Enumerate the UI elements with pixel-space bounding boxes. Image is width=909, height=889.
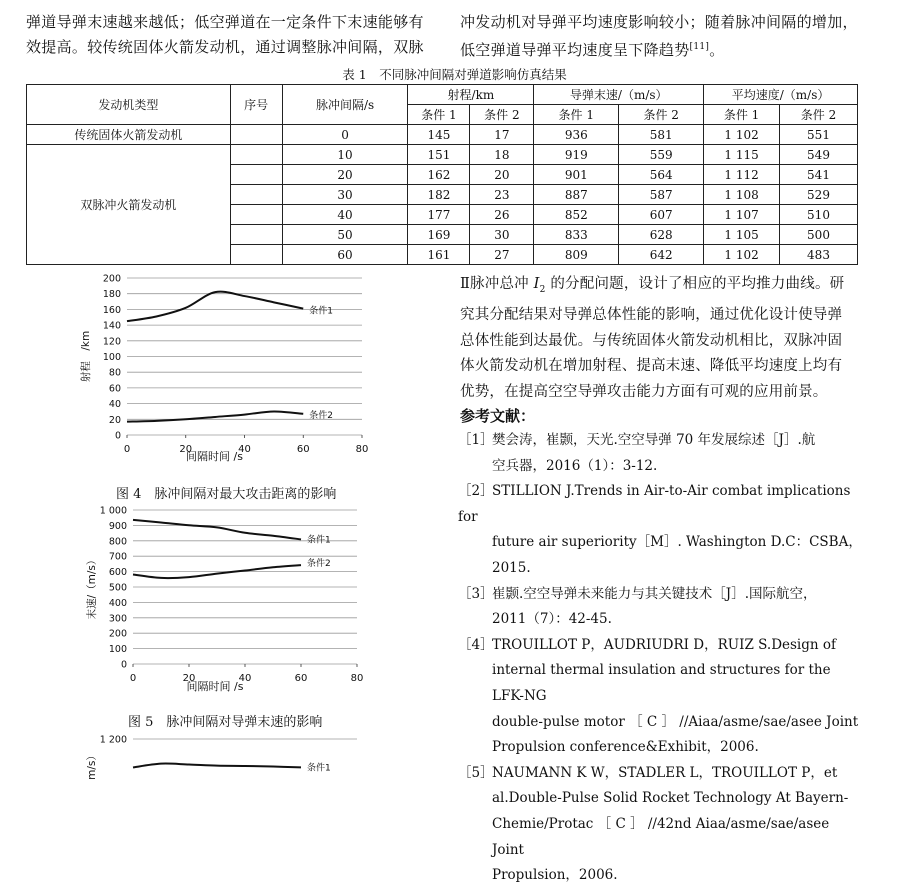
cell: 40 xyxy=(282,205,408,225)
cell: 30 xyxy=(282,185,408,205)
y-tick-label: 600 xyxy=(108,567,127,579)
cell: 30 xyxy=(470,225,534,245)
cell: 541 xyxy=(780,165,858,185)
x-tick-label: 80 xyxy=(355,444,369,455)
cell: 161 xyxy=(408,245,470,265)
series-line xyxy=(133,764,301,768)
cell: 483 xyxy=(780,245,858,265)
y-tick-label: 900 xyxy=(108,520,127,532)
text-line: Ⅱ脉冲总冲 $I_2$ 的分配问题，设计了相应的平均推力曲线。研 xyxy=(460,276,845,295)
table-row xyxy=(27,125,858,145)
y-tick-label: 200 xyxy=(108,628,127,640)
cell: 510 xyxy=(780,205,858,225)
cell: 50 xyxy=(282,225,408,245)
series-label: 条件2 xyxy=(309,410,333,421)
cell xyxy=(230,165,282,185)
cell: 559 xyxy=(619,145,704,165)
cell: 549 xyxy=(780,145,858,165)
cell: 20 xyxy=(470,165,534,185)
average-speed-chart xyxy=(86,735,357,780)
cell: 1 102 xyxy=(704,245,780,265)
range-chart xyxy=(79,274,368,464)
y-tick-label: 100 xyxy=(102,352,121,363)
y-tick-label: 300 xyxy=(108,613,127,625)
x-tick-label: 0 xyxy=(129,673,137,684)
cell: 145 xyxy=(408,125,470,145)
cell: 887 xyxy=(534,185,619,205)
cell: 1 115 xyxy=(704,145,780,165)
y-axis-label: 射程 /km xyxy=(80,330,92,383)
cell: 852 xyxy=(534,205,619,225)
header-range: 射程/km xyxy=(408,85,534,105)
cell xyxy=(230,125,282,145)
series-line xyxy=(127,292,303,322)
engine-label: 传统固体火箭发动机 xyxy=(27,125,231,145)
cell: 587 xyxy=(619,185,704,205)
x-tick-label: 40 xyxy=(238,444,251,455)
y-tick-label: 20 xyxy=(108,414,121,426)
cell: 581 xyxy=(619,125,704,145)
cell: 0 xyxy=(282,125,408,145)
figures-svg xyxy=(0,270,430,787)
terminal-speed-chart xyxy=(85,506,363,694)
cell: 182 xyxy=(408,185,470,205)
header-cond1: 条件 1 xyxy=(534,105,619,125)
y-tick-label: 200 xyxy=(102,273,121,285)
y-tick-label: 40 xyxy=(108,399,121,411)
series-line xyxy=(127,411,303,421)
cell: 529 xyxy=(780,185,858,205)
cell: 936 xyxy=(534,125,619,145)
table-row xyxy=(27,145,858,165)
header-interval: 脉冲间隔/s xyxy=(282,85,408,125)
cell: 10 xyxy=(282,145,408,165)
cell: 27 xyxy=(470,245,534,265)
series-line xyxy=(133,520,301,540)
cell: 162 xyxy=(408,165,470,185)
cell: 607 xyxy=(619,205,704,225)
cell: 177 xyxy=(408,205,470,225)
body-text-continued xyxy=(460,272,860,405)
body-text-left xyxy=(26,10,424,60)
y-tick-label: 60 xyxy=(108,383,121,395)
cell: 17 xyxy=(470,125,534,145)
y-tick-label: 700 xyxy=(108,551,127,563)
text-line: 效提高。较传统固体火箭发动机，通过调整脉冲间隔，双脉 xyxy=(26,38,424,56)
citation: [11] xyxy=(689,42,710,52)
header-index: 序号 xyxy=(230,85,282,125)
cell: 564 xyxy=(619,165,704,185)
y-tick-label: 160 xyxy=(102,304,121,316)
x-tick-label: 60 xyxy=(294,673,308,684)
engine-label: 双脉冲火箭发动机 xyxy=(27,145,231,265)
text-line: 体火箭发动机在增加射程、提高末速、降低平均速度上均有 xyxy=(460,358,843,375)
y-tick-label: 120 xyxy=(102,336,121,348)
references-list xyxy=(458,428,862,889)
text-line: 总体性能到达最优。与传统固体火箭发动机相比，双脉冲固 xyxy=(460,332,843,349)
reference-item: ［1］樊会涛，崔颢，天光.空空导弹 70 年发展综述［J］.航 空兵器，2016（1）：3-12. xyxy=(458,432,816,474)
cell: 901 xyxy=(534,165,619,185)
y-tick-label: 800 xyxy=(108,536,127,548)
reference-item: ［5］NAUMANN K W，STADLER L，TROUILLOT P，et al.Double-Pulse Solid Rocket Technology At Bayern- Chemie/Protac ［ C ］ //42nd Aiaa/asme/sae/asee Joint Propulsion，2006. xyxy=(458,764,849,884)
y-axis-label: 末速/（m/s） xyxy=(86,554,98,620)
cell: 60 xyxy=(282,245,408,265)
fig5-caption: 图 5 脉冲间隔对导弹末速的影响 xyxy=(128,715,323,730)
cell: 20 xyxy=(282,165,408,185)
text-line: 究其分配结果对导弹总体性能的影响，通过优化设计使导弹 xyxy=(460,307,843,324)
cell: 551 xyxy=(780,125,858,145)
x-tick-label: 60 xyxy=(296,444,310,455)
cell xyxy=(230,145,282,165)
cell: 169 xyxy=(408,225,470,245)
text-line: 弹道导弹末速越来越低；低空弹道在一定条件下末速能够有 xyxy=(26,13,424,31)
cell: 500 xyxy=(780,225,858,245)
cell: 1 102 xyxy=(704,125,780,145)
y-tick-label: 80 xyxy=(108,367,121,379)
x-tick-label: 80 xyxy=(350,673,364,684)
y-tick-label: 500 xyxy=(108,582,127,594)
cell: 23 xyxy=(470,185,534,205)
cell: 833 xyxy=(534,225,619,245)
simulation-table xyxy=(26,84,858,265)
y-tick-label: 180 xyxy=(102,289,121,301)
cell xyxy=(230,205,282,225)
header-cond2: 条件 2 xyxy=(780,105,858,125)
y-tick-label: 400 xyxy=(108,597,127,609)
header-terminal: 导弹末速/（m/s） xyxy=(534,85,704,105)
header-cond2: 条件 2 xyxy=(470,105,534,125)
x-tick-label: 20 xyxy=(179,444,193,455)
x-tick-label: 20 xyxy=(182,673,196,684)
cell xyxy=(230,245,282,265)
series-label: 条件1 xyxy=(307,535,331,546)
y-tick-label: 140 xyxy=(102,320,121,332)
cell: 642 xyxy=(619,245,704,265)
cell: 26 xyxy=(470,205,534,225)
cell: 1 105 xyxy=(704,225,780,245)
cell: 809 xyxy=(534,245,619,265)
cell: 18 xyxy=(470,145,534,165)
cell: 1 107 xyxy=(704,205,780,225)
table-caption: 表 1 不同脉冲间隔对弹道影响仿真结果 xyxy=(342,67,567,82)
cell: 919 xyxy=(534,145,619,165)
cell: 1 112 xyxy=(704,165,780,185)
cell xyxy=(230,185,282,205)
text-line: 优势，在提高空空导弹攻击能力方面有可观的应用前景。 xyxy=(460,383,828,400)
x-tick-label: 40 xyxy=(238,673,252,684)
y-tick-label: 0 xyxy=(120,659,127,671)
y-tick-label: 1 000 xyxy=(99,505,127,517)
x-axis-label: 间隔时间 /s xyxy=(186,680,244,693)
cell xyxy=(230,225,282,245)
cell: 628 xyxy=(619,225,704,245)
cell: 151 xyxy=(408,145,470,165)
series-label: 条件1 xyxy=(307,763,331,774)
reference-item: ［4］TROUILLOT P，AUDRIUDRI D，RUIZ S.Design of internal thermal insulation and structures for the LFK-NG double-pulse motor ［ C ］ //Aiaa/asme/sae/asee Joint Propulsion conference&Exhibit，2006. xyxy=(458,636,859,756)
references-heading: 参考文献： xyxy=(460,407,536,425)
y-tick-label: 1 200 xyxy=(99,734,127,746)
y-tick-label: 100 xyxy=(108,644,127,656)
text-line: 冲发动机对导弹平均速度影响较小；随着脉冲间隔的增加， xyxy=(460,13,858,31)
text-line: 低空弹道导弹平均速度呈下降趋势[11]。 xyxy=(460,41,725,59)
header-engine-type: 发动机类型 xyxy=(27,85,231,125)
y-tick-label: 0 xyxy=(114,430,121,442)
x-tick-label: 0 xyxy=(123,444,131,455)
fig4-caption: 图 4 脉冲间隔对最大攻击距离的影响 xyxy=(116,487,337,502)
series-label: 条件1 xyxy=(309,306,333,317)
body-text-right xyxy=(460,10,858,63)
y-axis-label: m/s） xyxy=(86,750,98,780)
cell: 1 108 xyxy=(704,185,780,205)
reference-item: ［2］STILLION J.Trends in Air-to-Air combat implications for future air superiority［M］. Washington D.C：CSBA，2015. xyxy=(458,483,862,576)
header-cond1: 条件 1 xyxy=(408,105,470,125)
header-cond2: 条件 2 xyxy=(619,105,704,125)
series-label: 条件2 xyxy=(307,559,331,570)
reference-item: ［3］崔颢.空空导弹未来能力与其关键技术［J］.国际航空， 2011（7）：42-45. xyxy=(458,585,817,628)
x-axis-label: 间隔时间 /s xyxy=(186,450,243,463)
header-cond1: 条件 1 xyxy=(704,105,780,125)
header-average: 平均速度/（m/s） xyxy=(704,85,858,105)
